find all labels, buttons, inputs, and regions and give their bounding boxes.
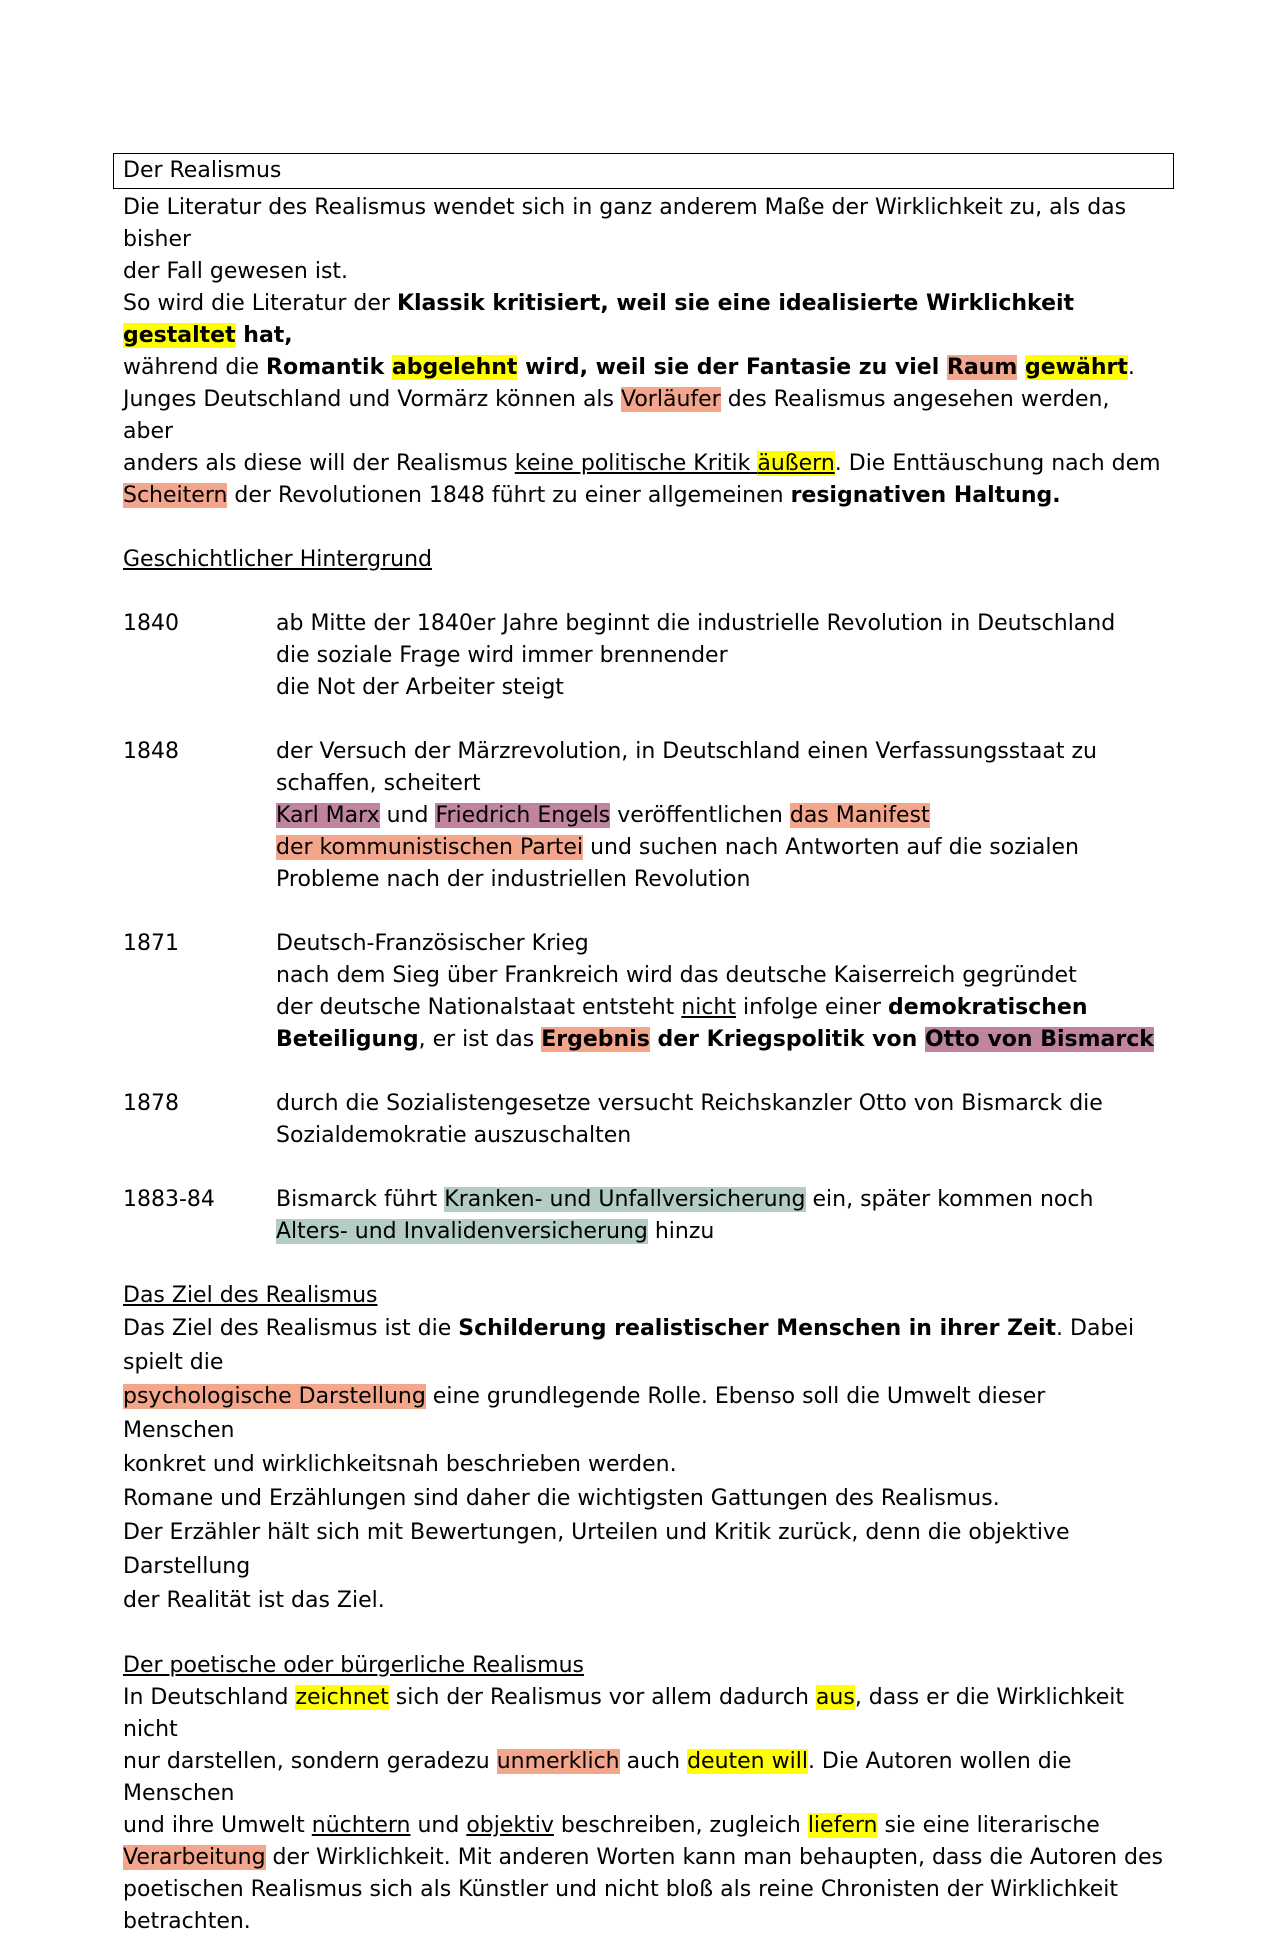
- goal-line: der Realität ist das Ziel.: [123, 1588, 385, 1613]
- timeline-year: 1871: [123, 931, 179, 956]
- text-run: beschreiben, zugleich: [553, 1813, 808, 1838]
- highlight-salmon: unmerklich: [496, 1749, 620, 1774]
- goal-line: Der Erzähler hält sich mit Bewertungen, Urteilen und Kritik zurück, denn die objektive Darstellung: [123, 1520, 1070, 1579]
- timeline-line: nach dem Sieg über Frankreich wird das deutsche Kaiserreich gegründet: [276, 963, 1077, 988]
- text-run: eine grundlegende Rolle. Ebenso soll die Umwelt dieser Menschen: [123, 1384, 1046, 1443]
- timeline-line: durch die Sozialistengesetze versucht Reichskanzler Otto von Bismarck die: [276, 1091, 1103, 1116]
- highlight-yellow: deuten will: [687, 1749, 808, 1774]
- timeline-line: [276, 1024, 1163, 1056]
- intro-line: [123, 480, 1163, 512]
- timeline-text: [276, 928, 1163, 1056]
- bold-text: wird, weil sie der Fantasie zu viel: [517, 355, 947, 380]
- timeline-line: Sozialdemokratie auszuschalten: [276, 1123, 632, 1148]
- timeline-line: Probleme nach der industriellen Revolution: [276, 867, 751, 892]
- poetic-line: poetischen Realismus sich als Künstler und nicht bloß als reine Chronisten der Wirklichkeit: [123, 1877, 1118, 1902]
- timeline-year: 1878: [123, 1091, 179, 1116]
- text-run: Das Ziel des Realismus ist die: [123, 1316, 459, 1341]
- text-run: , er ist das: [418, 1027, 542, 1052]
- timeline-year: 1848: [123, 739, 179, 764]
- text-run: auch: [619, 1749, 688, 1774]
- intro-line: [123, 384, 1163, 448]
- highlight-yellow: äußern: [757, 451, 835, 476]
- timeline-line: [276, 832, 1163, 864]
- highlight-gray-green: Alters- und Invalidenversicherung: [276, 1219, 648, 1244]
- underlined-text: nüchtern: [311, 1813, 411, 1838]
- timeline-line: die Not der Arbeiter steigt: [276, 675, 564, 700]
- text-run: sich der Realismus vor allem dadurch: [388, 1685, 816, 1710]
- timeline-text: [276, 1184, 1163, 1248]
- timeline-year: 1840: [123, 611, 179, 636]
- bold-text: demokratischen: [888, 995, 1088, 1020]
- goal-line: konkret und wirklichkeitsnah beschrieben werden.: [123, 1452, 677, 1477]
- highlight-salmon: Verarbeitung: [123, 1845, 266, 1870]
- text-run: hinzu: [647, 1219, 715, 1244]
- text-run: anders als diese will der Realismus: [123, 451, 515, 476]
- highlight-purple: Friedrich Engels: [435, 803, 611, 828]
- highlight-yellow: zeichnet: [295, 1685, 389, 1710]
- timeline-year: 1883-84: [123, 1187, 215, 1212]
- bold-text: Klassik kritisiert, weil sie eine idealisierte Wirklichkeit: [396, 291, 1075, 316]
- timeline-line: Deutsch-Französischer Krieg: [276, 931, 589, 956]
- timeline-line: [276, 1184, 1163, 1216]
- intro-line: der Fall gewesen ist.: [123, 259, 349, 284]
- highlight-purple: Otto von Bismarck: [924, 1027, 1154, 1052]
- intro-paragraph: [123, 192, 1163, 512]
- text-run: der deutsche Nationalstaat entsteht: [276, 995, 682, 1020]
- text-run: und ihre Umwelt: [123, 1813, 312, 1838]
- highlight-yellow: aus: [815, 1685, 855, 1710]
- timeline-line: [276, 992, 1163, 1024]
- poetic-line: betrachten.: [123, 1909, 251, 1934]
- text-run: . Dabei spielt die: [123, 1316, 1135, 1375]
- intro-line: Die Literatur des Realismus wendet sich in ganz anderem Maße der Wirklichkeit zu, als das bisher: [123, 195, 1127, 252]
- timeline-line: [276, 1216, 1163, 1248]
- bold-text: resignativen Haltung.: [790, 483, 1061, 508]
- text-run: der Wirklichkeit. Mit anderen Worten kann man behaupten, dass die Autoren des: [265, 1845, 1163, 1870]
- highlight-yellow: gestaltet: [123, 323, 236, 348]
- highlight-yellow: liefern: [807, 1813, 878, 1838]
- text-run: nur darstellen, sondern geradezu: [123, 1749, 497, 1774]
- text-run: . Die Autoren wollen die Menschen: [123, 1749, 1072, 1806]
- text-run: . Die Enttäuschung nach dem: [834, 451, 1161, 476]
- poetic-line: [123, 1810, 1163, 1842]
- timeline-entry-1848: [123, 736, 1163, 896]
- bold-text: [1017, 355, 1025, 380]
- text-run: In Deutschland: [123, 1685, 296, 1710]
- highlight-salmon: Vorläufer: [621, 387, 721, 412]
- bold-text: der Kriegspolitik von: [649, 1027, 925, 1052]
- poetic-line: [123, 1682, 1163, 1746]
- highlight-gray-green: Kranken- und Unfallversicherung: [444, 1187, 806, 1212]
- text-run: Junges Deutschland und Vormärz können als: [123, 387, 621, 412]
- highlight-salmon: das Manifest: [789, 803, 930, 828]
- timeline-text: [276, 736, 1163, 896]
- intro-line: [123, 448, 1163, 480]
- timeline-text: [276, 608, 1163, 704]
- timeline-line: der Versuch der Märzrevolution, in Deutschland einen Verfassungsstaat zu: [276, 739, 1097, 764]
- intro-line: [123, 352, 1163, 384]
- highlight-salmon: Scheitern: [123, 483, 228, 508]
- history-heading: Geschichtlicher Hintergrund: [123, 547, 432, 572]
- highlight-salmon: der kommunistischen Partei: [276, 835, 584, 860]
- highlight-salmon: Ergebnis: [541, 1027, 650, 1052]
- poetic-line: [123, 1842, 1163, 1874]
- underlined-text: keine politische Kritik: [514, 451, 751, 476]
- text-run: ein, später kommen noch: [805, 1187, 1094, 1212]
- document-content: [123, 192, 1163, 1938]
- goal-line: [123, 1380, 1163, 1448]
- title-box: [113, 153, 1174, 189]
- timeline-line: ab Mitte der 1840er Jahre beginnt die industrielle Revolution in Deutschland: [276, 611, 1116, 636]
- intro-line: [123, 288, 1163, 352]
- text-run: der Revolutionen 1848 führt zu einer allgemeinen: [227, 483, 791, 508]
- text-run: und: [410, 1813, 467, 1838]
- timeline-entry-1883: [123, 1184, 1163, 1248]
- highlight-purple: Karl Marx: [276, 803, 380, 828]
- timeline-line: [276, 800, 1163, 832]
- poetic-heading: Der poetische oder bürgerliche Realismus: [123, 1653, 584, 1678]
- text-run: .: [1127, 355, 1135, 380]
- text-run: So wird die Literatur der: [123, 291, 397, 316]
- text-run: während die: [123, 355, 267, 380]
- timeline-entry-1878: [123, 1088, 1163, 1152]
- document-title: Der Realismus: [123, 158, 282, 183]
- timeline-line: die soziale Frage wird immer brennender: [276, 643, 728, 668]
- text-run: sie eine literarische: [877, 1813, 1100, 1838]
- text-run: Bismarck führt: [276, 1187, 445, 1212]
- underlined-text: objektiv: [466, 1813, 554, 1838]
- goal-line: [123, 1312, 1163, 1380]
- text-run: veröffentlichen: [610, 803, 790, 828]
- highlight-salmon: psychologische Darstellung: [123, 1384, 426, 1409]
- poetic-paragraph: [123, 1682, 1163, 1938]
- text-run: infolge einer: [736, 995, 889, 1020]
- timeline-entry-1840: [123, 608, 1163, 704]
- highlight-salmon: Raum: [946, 355, 1018, 380]
- timeline-line: schaffen, scheitert: [276, 771, 481, 796]
- bold-text: hat,: [235, 323, 293, 348]
- goal-heading: Das Ziel des Realismus: [123, 1283, 378, 1308]
- bold-text: Beteiligung: [276, 1027, 419, 1052]
- timeline-text: [276, 1088, 1163, 1152]
- underlined-text: nicht: [681, 995, 737, 1020]
- timeline-entry-1871: [123, 928, 1163, 1056]
- bold-text: Romantik: [266, 355, 392, 380]
- goal-paragraph: [123, 1312, 1163, 1618]
- highlight-yellow: abgelehnt: [391, 355, 518, 380]
- text-run: des Realismus angesehen werden, aber: [123, 387, 1110, 444]
- text-run: , dass er die Wirklichkeit nicht: [123, 1685, 1125, 1742]
- text-run: und suchen nach Antworten auf die sozialen: [583, 835, 1079, 860]
- text-run: und: [379, 803, 436, 828]
- goal-line: Romane und Erzählungen sind daher die wichtigsten Gattungen des Realismus.: [123, 1486, 1000, 1511]
- bold-text: Schilderung realistischer Menschen in ihrer Zeit: [458, 1316, 1057, 1341]
- highlight-yellow: gewährt: [1024, 355, 1128, 380]
- poetic-line: [123, 1746, 1163, 1810]
